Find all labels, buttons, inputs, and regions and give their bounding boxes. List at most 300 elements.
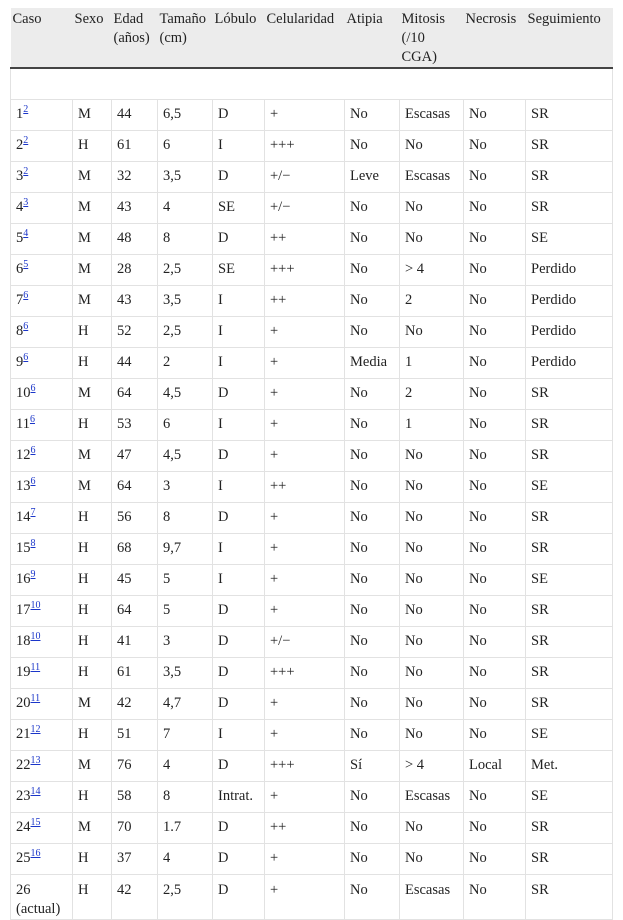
cell-edad: 61 [112, 130, 158, 161]
cell-seg: SR [526, 440, 613, 471]
cell-cel: + [265, 533, 345, 564]
cell-mitosis: No [400, 626, 464, 657]
table-row [11, 99, 613, 130]
cell-sexo: H [73, 874, 112, 919]
cases-table [10, 8, 613, 920]
cell-tam: 3,5 [158, 285, 213, 316]
cell-lobulo: D [213, 440, 265, 471]
cell-cel: + [265, 378, 345, 409]
cell-edad: 43 [112, 192, 158, 223]
reference-link[interactable]: 11 [30, 662, 41, 673]
cell-atipia: No [345, 657, 400, 688]
case-number: 11 [16, 416, 30, 432]
cell-edad: 48 [112, 223, 158, 254]
cell-atipia: No [345, 99, 400, 130]
cell-atipia: No [345, 440, 400, 471]
reference-link[interactable]: 2 [23, 104, 29, 115]
cell-cel: + [265, 502, 345, 533]
cell-mitosis: No [400, 223, 464, 254]
cell-caso [11, 285, 73, 316]
cell-caso [11, 223, 73, 254]
cell-caso [11, 316, 73, 347]
cell-necrosis: No [464, 254, 526, 285]
cell-caso [11, 378, 73, 409]
cell-atipia: No [345, 781, 400, 812]
cell-sexo: H [73, 657, 112, 688]
cell-lobulo: I [213, 564, 265, 595]
cell-caso [11, 99, 73, 130]
cell-atipia: No [345, 626, 400, 657]
reference-link[interactable]: 11 [30, 693, 41, 704]
cell-atipia: No [345, 316, 400, 347]
table-row [11, 130, 613, 161]
cell-tam: 8 [158, 502, 213, 533]
cell-lobulo: D [213, 750, 265, 781]
cell-mitosis: No [400, 533, 464, 564]
case-number: 13 [16, 478, 31, 494]
cell-edad: 51 [112, 719, 158, 750]
table-row [11, 471, 613, 502]
cell-mitosis: No [400, 719, 464, 750]
cell-necrosis: No [464, 440, 526, 471]
cell-mitosis: Escasas [400, 161, 464, 192]
cell-edad: 44 [112, 99, 158, 130]
cell-cel: + [265, 316, 345, 347]
cell-seg: SR [526, 533, 613, 564]
cell-cel: + [265, 409, 345, 440]
cell-necrosis: No [464, 502, 526, 533]
cell-atipia: No [345, 564, 400, 595]
header-sexo: Sexo [73, 8, 112, 68]
cell-mitosis: No [400, 812, 464, 843]
cell-atipia: No [345, 285, 400, 316]
cell-necrosis: No [464, 192, 526, 223]
cell-edad: 32 [112, 161, 158, 192]
cell-sexo: H [73, 843, 112, 874]
reference-link[interactable]: 14 [30, 786, 41, 797]
cell-sexo: M [73, 192, 112, 223]
cell-lobulo: I [213, 285, 265, 316]
table-row [11, 719, 613, 750]
table-row [11, 595, 613, 626]
case-number: 5 [16, 230, 24, 246]
cell-edad: 42 [112, 874, 158, 919]
header-mitosis: Mitosis (/10 CGA) [400, 8, 464, 68]
reference-link[interactable]: 8 [30, 538, 36, 549]
cell-sexo: H [73, 533, 112, 564]
cell-tam: 6,5 [158, 99, 213, 130]
cell-lobulo: D [213, 688, 265, 719]
table-row [11, 626, 613, 657]
cell-mitosis: 2 [400, 378, 464, 409]
cell-atipia: Media [345, 347, 400, 378]
cell-lobulo: I [213, 719, 265, 750]
cell-tam: 5 [158, 564, 213, 595]
case-number: 12 [16, 447, 31, 463]
reference-link[interactable]: 6 [23, 352, 29, 363]
cell-atipia: No [345, 254, 400, 285]
cell-tam: 1.7 [158, 812, 213, 843]
case-number: 4 [16, 199, 24, 215]
case-number: 10 [16, 385, 31, 401]
cell-tam: 3,5 [158, 161, 213, 192]
table-row [11, 223, 613, 254]
table-row [11, 688, 613, 719]
cell-mitosis: 1 [400, 347, 464, 378]
cell-atipia: No [345, 812, 400, 843]
cell-lobulo: I [213, 471, 265, 502]
reference-link[interactable]: 5 [23, 259, 29, 270]
reference-link[interactable]: 6 [23, 290, 29, 301]
case-number: 9 [16, 354, 24, 370]
reference-link[interactable]: 12 [30, 724, 41, 735]
table-row [11, 347, 613, 378]
cell-necrosis: No [464, 99, 526, 130]
cell-lobulo: I [213, 130, 265, 161]
cell-caso [11, 781, 73, 812]
table-row [11, 378, 613, 409]
cell-cel: +/− [265, 626, 345, 657]
cell-cel: + [265, 595, 345, 626]
cell-necrosis: No [464, 843, 526, 874]
cell-cel: +++ [265, 130, 345, 161]
case-number: 7 [16, 292, 24, 308]
cell-edad: 42 [112, 688, 158, 719]
reference-link[interactable]: 9 [30, 569, 36, 580]
cell-atipia: No [345, 719, 400, 750]
reference-link[interactable]: 6 [30, 445, 36, 456]
cell-caso [11, 347, 73, 378]
cell-seg: SR [526, 161, 613, 192]
cell-seg: SE [526, 471, 613, 502]
cell-edad: 53 [112, 409, 158, 440]
cell-caso [11, 192, 73, 223]
cell-sexo: H [73, 409, 112, 440]
reference-link[interactable]: 6 [30, 383, 36, 394]
cell-mitosis: Escasas [400, 781, 464, 812]
cell-seg: SR [526, 378, 613, 409]
cell-necrosis: No [464, 130, 526, 161]
case-number: 8 [16, 323, 24, 339]
cell-lobulo: D [213, 595, 265, 626]
cell-tam: 2 [158, 347, 213, 378]
cell-caso [11, 595, 73, 626]
cell-mitosis: Escasas [400, 874, 464, 919]
cell-lobulo: D [213, 378, 265, 409]
cell-sexo: M [73, 99, 112, 130]
cell-atipia: No [345, 192, 400, 223]
cell-caso [11, 502, 73, 533]
cell-lobulo: D [213, 223, 265, 254]
cell-tam: 3,5 [158, 657, 213, 688]
cell-necrosis: No [464, 688, 526, 719]
cell-necrosis: No [464, 719, 526, 750]
cell-tam: 2,5 [158, 316, 213, 347]
cell-tam: 3 [158, 471, 213, 502]
cell-cel: + [265, 99, 345, 130]
cell-seg: SE [526, 564, 613, 595]
cell-caso [11, 161, 73, 192]
cell-tam: 4 [158, 192, 213, 223]
cell-sexo: H [73, 626, 112, 657]
cell-lobulo: D [213, 502, 265, 533]
cell-lobulo: SE [213, 254, 265, 285]
cell-tam: 5 [158, 595, 213, 626]
cell-cel: ++ [265, 285, 345, 316]
cell-caso [11, 533, 73, 564]
case-number: 15 [16, 540, 31, 556]
cell-sexo: H [73, 719, 112, 750]
cell-necrosis: No [464, 564, 526, 595]
cell-lobulo: D [213, 99, 265, 130]
cell-necrosis: No [464, 657, 526, 688]
cell-caso [11, 688, 73, 719]
case-number: 6 [16, 261, 24, 277]
reference-link[interactable]: 2 [23, 135, 29, 146]
cell-cel: + [265, 347, 345, 378]
case-number: 17 [16, 602, 31, 618]
table-row [11, 285, 613, 316]
cell-lobulo: D [213, 161, 265, 192]
cell-seg: SR [526, 130, 613, 161]
cell-tam: 4,5 [158, 440, 213, 471]
header-caso: Caso [11, 8, 73, 68]
cell-cel: + [265, 874, 345, 919]
cell-cel: ++ [265, 223, 345, 254]
cell-sexo: M [73, 440, 112, 471]
cell-edad: 44 [112, 347, 158, 378]
cell-edad: 76 [112, 750, 158, 781]
cell-mitosis: No [400, 595, 464, 626]
cell-edad: 37 [112, 843, 158, 874]
cell-mitosis: > 4 [400, 750, 464, 781]
cell-seg: SR [526, 874, 613, 919]
cell-necrosis: No [464, 471, 526, 502]
cell-mitosis: No [400, 657, 464, 688]
reference-link[interactable]: 7 [30, 507, 36, 518]
case-number: 2 [16, 137, 24, 153]
cell-sexo: M [73, 223, 112, 254]
cell-sexo: H [73, 316, 112, 347]
cell-sexo: H [73, 347, 112, 378]
cell-caso [11, 719, 73, 750]
cell-necrosis: No [464, 161, 526, 192]
cell-necrosis: No [464, 347, 526, 378]
reference-link[interactable]: 15 [30, 817, 41, 828]
table-row [11, 440, 613, 471]
cell-necrosis: No [464, 285, 526, 316]
case-number: 16 [16, 571, 31, 587]
cell-edad: 28 [112, 254, 158, 285]
cell-cel: + [265, 719, 345, 750]
cell-necrosis: No [464, 378, 526, 409]
cell-mitosis: No [400, 471, 464, 502]
case-number: 23 [16, 788, 31, 804]
table-row [11, 812, 613, 843]
cell-atipia: No [345, 595, 400, 626]
reference-link[interactable]: 6 [29, 414, 35, 425]
cell-mitosis: 1 [400, 409, 464, 440]
cell-edad: 70 [112, 812, 158, 843]
table-row [11, 657, 613, 688]
cell-edad: 47 [112, 440, 158, 471]
cell-seg: SR [526, 688, 613, 719]
cell-edad: 68 [112, 533, 158, 564]
table-row [11, 254, 613, 285]
table-row [11, 161, 613, 192]
cell-caso [11, 440, 73, 471]
cell-lobulo: SE [213, 192, 265, 223]
cell-sexo: M [73, 378, 112, 409]
cell-cel: + [265, 564, 345, 595]
cell-sexo: M [73, 285, 112, 316]
cell-lobulo: I [213, 316, 265, 347]
cell-cel: + [265, 843, 345, 874]
cell-lobulo: Intrat. [213, 781, 265, 812]
cell-atipia: No [345, 471, 400, 502]
cell-necrosis: No [464, 812, 526, 843]
cell-mitosis: No [400, 688, 464, 719]
cell-seg: Perdido [526, 285, 613, 316]
cell-lobulo: D [213, 812, 265, 843]
cell-sexo: M [73, 161, 112, 192]
header-seguimiento: Seguimiento [526, 8, 613, 68]
cell-seg: Met. [526, 750, 613, 781]
cell-caso [11, 130, 73, 161]
cell-mitosis: No [400, 843, 464, 874]
case-number: 19 [16, 664, 31, 680]
cell-cel: + [265, 688, 345, 719]
cell-seg: Perdido [526, 254, 613, 285]
table-body [11, 68, 613, 919]
table-row [11, 843, 613, 874]
cell-necrosis: No [464, 409, 526, 440]
cell-cel: +/− [265, 192, 345, 223]
case-number: 22 [16, 757, 31, 773]
cell-tam: 6 [158, 409, 213, 440]
cell-tam: 9,7 [158, 533, 213, 564]
cell-necrosis: No [464, 595, 526, 626]
table-row [11, 874, 613, 919]
cell-cel: +++ [265, 657, 345, 688]
cell-seg: SE [526, 719, 613, 750]
cell-edad: 64 [112, 378, 158, 409]
cell-edad: 64 [112, 471, 158, 502]
cell-mitosis: No [400, 316, 464, 347]
header-tamano: Tamaño (cm) [158, 8, 213, 68]
cell-necrosis: No [464, 223, 526, 254]
cell-tam: 3 [158, 626, 213, 657]
cell-mitosis: No [400, 192, 464, 223]
table-row [11, 533, 613, 564]
cell-tam: 7 [158, 719, 213, 750]
reference-link[interactable]: 10 [30, 631, 41, 642]
cell-lobulo: D [213, 626, 265, 657]
cell-sexo: M [73, 812, 112, 843]
reference-link[interactable]: 6 [30, 476, 36, 487]
cell-mitosis: No [400, 130, 464, 161]
cell-atipia: No [345, 409, 400, 440]
cell-seg: SR [526, 812, 613, 843]
cell-atipia: No [345, 223, 400, 254]
cell-sexo: H [73, 781, 112, 812]
table-row [11, 316, 613, 347]
header-celularidad: Celularidad [265, 8, 345, 68]
table-row [11, 192, 613, 223]
cell-atipia: No [345, 533, 400, 564]
reference-link[interactable]: 3 [23, 197, 29, 208]
cell-seg: SR [526, 99, 613, 130]
cell-sexo: M [73, 750, 112, 781]
reference-link[interactable]: 6 [23, 321, 29, 332]
cell-tam: 8 [158, 781, 213, 812]
cell-necrosis: No [464, 874, 526, 919]
cell-seg: SE [526, 781, 613, 812]
cell-atipia: No [345, 130, 400, 161]
header-row [11, 8, 613, 68]
cell-sexo: M [73, 688, 112, 719]
cell-sexo: H [73, 595, 112, 626]
cell-seg: SR [526, 626, 613, 657]
cell-edad: 56 [112, 502, 158, 533]
cell-sexo: H [73, 564, 112, 595]
reference-link[interactable]: 13 [30, 755, 41, 766]
cell-necrosis: Local [464, 750, 526, 781]
cell-lobulo: I [213, 533, 265, 564]
table-row [11, 750, 613, 781]
cell-caso [11, 626, 73, 657]
table-row [11, 502, 613, 533]
cell-mitosis: > 4 [400, 254, 464, 285]
table-row [11, 564, 613, 595]
cell-mitosis: No [400, 440, 464, 471]
cell-tam: 4,5 [158, 378, 213, 409]
cell-seg: SE [526, 223, 613, 254]
cell-lobulo: I [213, 347, 265, 378]
cell-tam: 2,5 [158, 874, 213, 919]
cell-edad: 61 [112, 657, 158, 688]
reference-link[interactable]: 4 [23, 228, 29, 239]
cell-atipia: No [345, 688, 400, 719]
cell-caso [11, 471, 73, 502]
header-edad: Edad (años) [112, 8, 158, 68]
cell-atipia: No [345, 843, 400, 874]
case-number: 21 [16, 726, 31, 742]
cell-mitosis: No [400, 502, 464, 533]
cell-caso [11, 409, 73, 440]
cell-edad: 41 [112, 626, 158, 657]
cell-seg: SR [526, 595, 613, 626]
cell-tam: 4 [158, 843, 213, 874]
cell-necrosis: No [464, 316, 526, 347]
reference-link[interactable]: 10 [30, 600, 41, 611]
cell-atipia: No [345, 874, 400, 919]
cell-tam: 8 [158, 223, 213, 254]
cell-mitosis: No [400, 564, 464, 595]
cell-atipia: No [345, 378, 400, 409]
cell-tam: 2,5 [158, 254, 213, 285]
cell-cel: ++ [265, 812, 345, 843]
case-number: 20 [16, 695, 31, 711]
cell-lobulo: I [213, 409, 265, 440]
reference-link[interactable]: 16 [30, 848, 41, 859]
header-necrosis: Necrosis [464, 8, 526, 68]
reference-link[interactable]: 2 [23, 166, 29, 177]
cell-seg: SR [526, 843, 613, 874]
cell-seg: SR [526, 192, 613, 223]
case-number: 25 [16, 850, 31, 866]
cell-cel: +/− [265, 161, 345, 192]
